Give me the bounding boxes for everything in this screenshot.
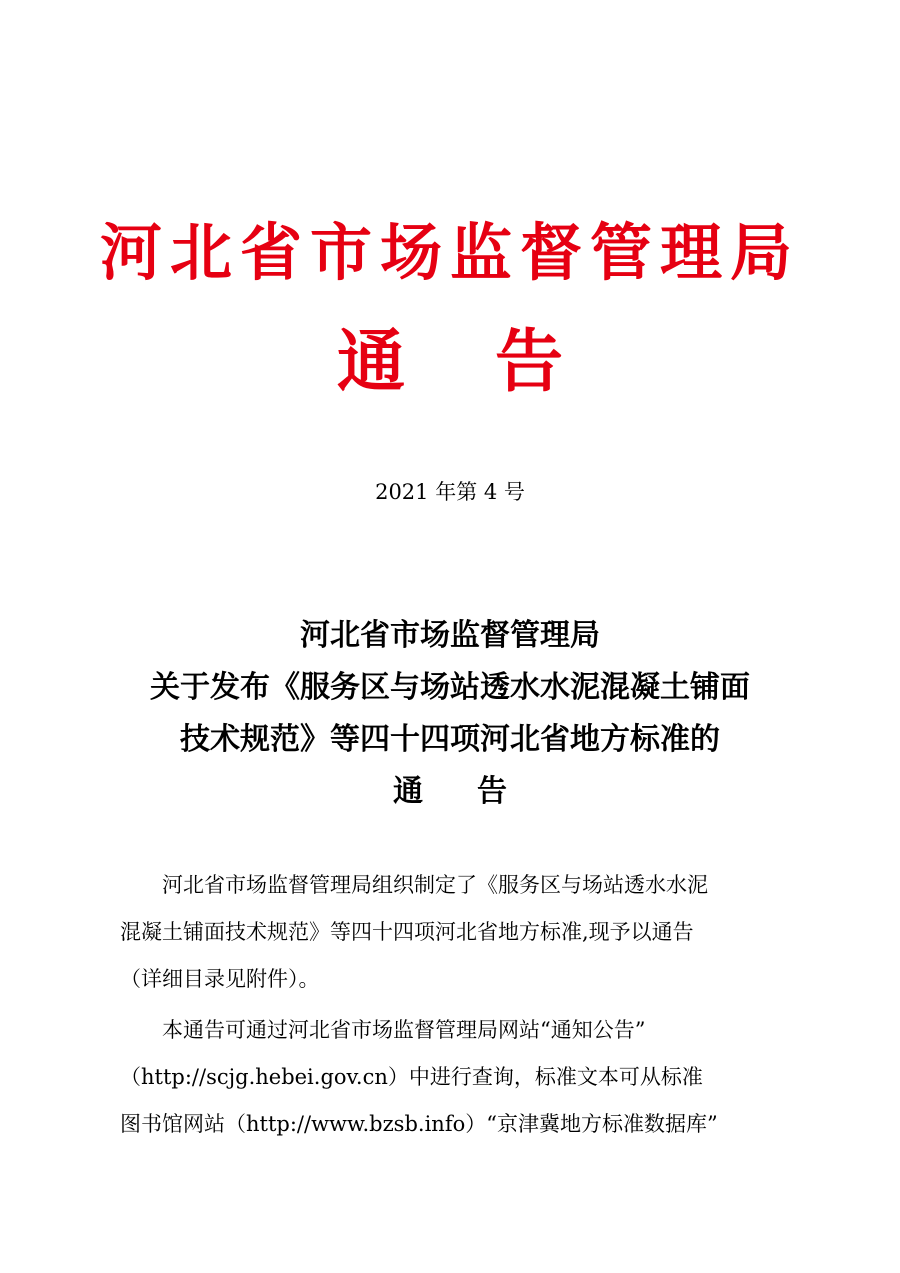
title-line-3: 技术规范》等四十四项河北省地方标准的 bbox=[180, 722, 720, 757]
body-line: （http://scjg.hebei.gov.cn）中进行查询，标准文本可从标准 bbox=[120, 1065, 703, 1089]
document-body bbox=[120, 862, 792, 1148]
body-paragraph-2 bbox=[120, 1007, 792, 1148]
body-paragraph-1 bbox=[120, 862, 792, 1003]
document-title bbox=[0, 610, 900, 818]
body-line: （详细目录见附件）。 bbox=[120, 967, 320, 991]
notice-header-char-2: 告 bbox=[495, 322, 564, 402]
body-line: 河北省市场监督管理局组织制定了《服务区与场站透水水泥 bbox=[120, 873, 708, 897]
title-notice bbox=[0, 766, 900, 818]
issuing-organization-header: 河北省市场监督管理局 bbox=[99, 216, 800, 289]
document-number: 2021 年第 4 号 bbox=[375, 480, 525, 504]
notice-header-char-1: 通 bbox=[336, 322, 405, 402]
title-notice-char-2: 告 bbox=[477, 774, 507, 809]
notice-header bbox=[0, 324, 900, 400]
title-line-1: 河北省市场监督管理局 bbox=[300, 618, 600, 653]
body-line: 混凝土铺面技术规范》等四十四项河北省地方标准,现予以通告 bbox=[120, 920, 694, 944]
body-line: 图书馆网站（http://www.bzsb.info）“京津冀地方标准数据库” bbox=[120, 1112, 718, 1136]
body-line: 本通告可通过河北省市场监督管理局网站“通知公告” bbox=[120, 1018, 646, 1042]
title-line-2: 关于发布《服务区与场站透水水泥混凝土铺面 bbox=[150, 670, 750, 705]
title-notice-char-1: 通 bbox=[393, 774, 423, 809]
